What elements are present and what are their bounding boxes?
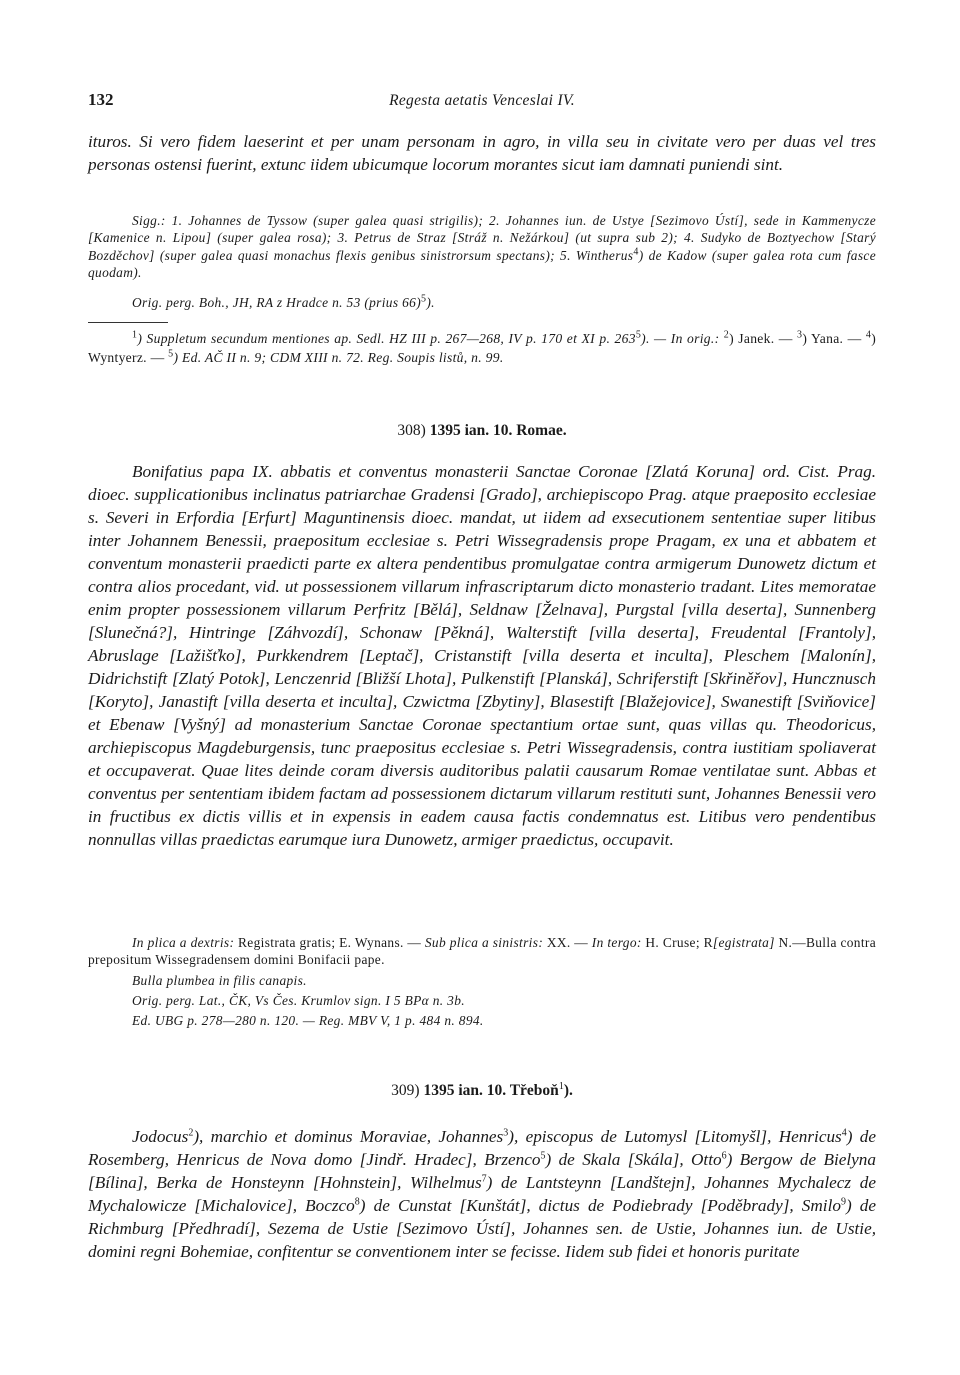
seals-orig-line: Orig. perg. Boh., JH, RA z Hradce n. 53 (prius 66)$^5$). [132, 293, 435, 310]
doc308-body: Bonifatius papa IX. abbatis et conventus monasterii Sanctae Coronae [Zlatá Koruna] ord. Cist. Prag. dioec. supplicationibus inclinatus patriarchae Gradensi [Grado], archiepiscopo Prag. atque praeposito ecclesiae s. Severi in Erfordia [Erfurt] Maguntinensis dioec. mandat, ut iidem ad exsecutionem sententiae super litibus inter Johannem Benessii, praepositum ecclesiae s. Petri Wissegradensis prope Pragam, ex una et abbatem et conventum monasterii praedicti parte ex altera pendentibus promulgatae contra armigerum Dunowetz dictum et contra alios procedant, vid. ut possessionem villarum infrascriptarum dicto monasterio tradant. Lites memoratae enim propter possessionem villarum Perfritz [Bělá], Seldnaw [Želnava], Purgstal [villa deserta], Sunnenberg [Slunečná?], Hintringe [Záhvozdí], Schonaw [Pěkná], Walterstift [villa deserta], Freudental [Frantoly], Abruslage [Lažišťko], Purkkendrem [Leptač], Cristanstift [villa deserta et inculta], Pleschem [Malonín], Didrichstift [Zlatý Potok], Lenczenrid [Bližší Lhota], Pulkenstift [Planská], Schriferstift [Skřiněřov], Huncznusch [Koryto], Janastift [villa deserta et inculta], Czwictma [Zbytiny], Blasestift [Blažejovice], Swanestift [Sviňovice] et Ebenaw [Vyšný] ad monasterium Sanctae Coronae spectantium ortae sunt, quas villas qu. Theodoricus, archiepiscopus Magdeburgensis, tunc praepositus ecclesiae s. Petri Wissegradensis, contra iustitiam spoliaverat et occupaverat. Quae lites deinde coram diversis auditoribus palatii causarum Romae ventilatae sunt. Abbas et conventus per sententiam ibidem factam ad possessionem dictarum villarum restituti sunt, Johannes Benessii vero in fructibus ex dictis villis et in expensis in eadem causa factis condemnatus est. Litibus vero pendentibus nonnullas villas praedictas earumque iura Dunowetz, armiger praedictus, occupavit. [88, 462, 876, 849]
page-header [88, 90, 876, 112]
continuation-paragraph: ituros. Si vero fidem laeserint et per unam personam in agro, in villa seu in civitate vero per duas vel tres personas ostensi fuerint, extunc iidem ubicumque locorum morantes sicut iam damnati puniendi sint. [88, 132, 876, 174]
doc308-edition: Ed. UBG p. 278—280 n. 120. — Reg. MBV V, 1 p. 484 n. 894. [132, 1013, 484, 1028]
running-title: Regesta aetatis Venceslai IV. [389, 92, 575, 109]
footnote-rule [88, 322, 168, 323]
page-number: 132 [88, 90, 114, 109]
seals-paragraph: Sigg.: 1. Johannes de Tyssow (super galea quasi strigilis); 2. Johannes iun. de Ustye [Sezimovo Ústí], sede in Kammenycze [Kamenice n. Lipou] (super galea rosa); 3. Petrus de Straz [Stráž n. Nežárkou] (ut supra sub 2); 4. Sudyko de Boztyechow [Starý Bozděchov] (super galea quasi monachus flexis genibus sinistrorsum spectans); 5. Wintherus$^4$) de Kadow (super galea rota cum fasce quodam). [88, 213, 876, 281]
doc309-heading: 309) 1395 ian. 10. Třeboň$^1$). [391, 1080, 573, 1099]
doc309-body: Jodocus$^2$), marchio et dominus Moraviae, Johannes$^3$), episcopus de Lutomysl [Litomyšl], Henricus$^4$) de Rosemberg, Henricus de Nova domo [Jindř. Hradec], Brzenco$^5$) de Skala [Skála], Otto$^6$) Bergow de Bielyna [Bílina], Berka de Honsteynn [Hohnstein], Wilhelmus$^7$) de Lantsteynn [Landštejn], Johannes Mychalecz de Mychalowicze [Michalovice], Boczco$^8$) de Cunstat [Kunštát], dictus de Podiebrady [Poděbrady], Smilo$^9$) de Richmburg [Předhradí], Sezema de Ustie [Sezimovo Ústí], Johannes sen. de Ustie, Johannes iun. de Ustie, domini regni Bohemiae, confitentur se conventionem inter se fecisse. Iidem sub fidei et honoris puritate [88, 1127, 877, 1261]
footnotes: $^1$) Suppletum secundum mentiones ap. Sedl. HZ III p. 267—268, IV p. 170 et XI p. 263$^5$). — In orig.: $^2$) Janek. — $^3$) Yana. — $^4$) Wyntyerz. — $^5$) Ed. AČ II n. 9; CDM XIII n. 72. Reg. Soupis listů, n. 99. [88, 329, 877, 365]
doc308-bulla: Bulla plumbea in filis canapis. [132, 973, 307, 988]
doc308-notes: In plica a dextris: Registrata gratis; E. Wynans. — Sub plica a sinistris: XX. — In tergo: H. Cruse; R[egistrata] N.—Bulla contra prepositum Wissegradensem domini Bonifacii pape. [88, 935, 877, 968]
doc308-orig: Orig. perg. Lat., ČK, Vs Čes. Krumlov sign. I 5 BPα n. 3b. [132, 993, 465, 1008]
doc308-heading: 308) 1395 ian. 10. Romae. [397, 422, 567, 439]
